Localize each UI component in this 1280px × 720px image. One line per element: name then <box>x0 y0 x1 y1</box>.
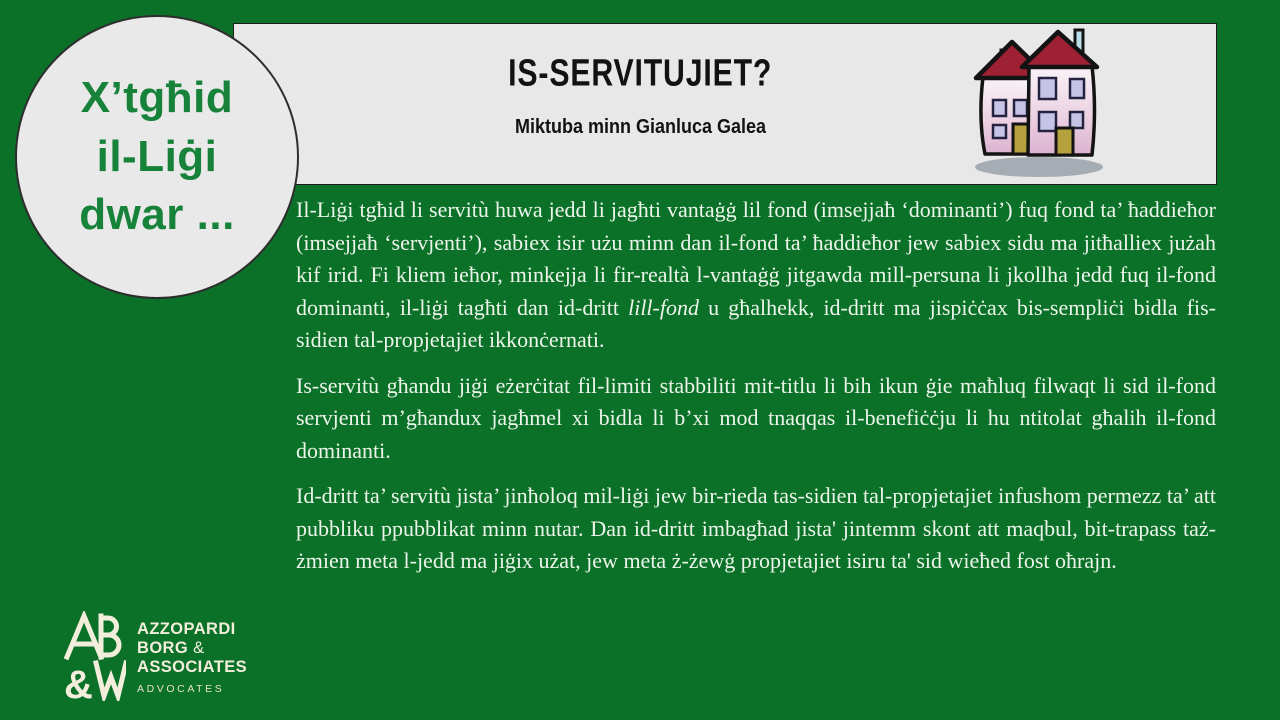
firm-name-line-2: BORG & <box>137 638 205 657</box>
paragraph-1 <box>296 194 1216 357</box>
firm-logo-text <box>137 611 247 695</box>
paragraph-1-text: Il-Liġi tgħid li servitù huwa jedd li jagħti vantaġġ lil fond (imsejjaħ ‘dominanti’) fuq fond ta’ ħaddieħor (imsejjaħ ‘servjenti’), sabiex isir użu minn dan il-fond ta’ ħaddieħor jew sabiex sidu ma jitħalliex jużah kif irid. Fi kliem ieħor, minkejja li fir-realtà l-vantaġġ jitgawda mill-persuna li jkollha jedd fuq il-fond dominanti, il-liġi tagħti dan id-dritt <box>296 197 1216 320</box>
body-text <box>296 194 1216 591</box>
firm-name-line-1: AZZOPARDI <box>137 620 236 638</box>
topic-line-2: il-Liġi <box>96 131 218 181</box>
topic-line-3: dwar ... <box>79 190 235 240</box>
header-text-block <box>320 52 960 139</box>
topic-circle-text <box>79 69 235 245</box>
two-houses-icon <box>968 24 1113 187</box>
firm-tagline: ADVOCATES <box>137 683 225 696</box>
firm-name-line-3: ASSOCIATES <box>137 657 248 676</box>
page-title: IS-SERVITUJIET? <box>507 50 773 95</box>
topic-circle <box>15 15 299 299</box>
ab-ampersand-monogram-icon <box>64 611 126 706</box>
paragraph-3: Id-dritt ta’ servitù jista’ jinħoloq mil-liġi jew bir-rieda tas-sidien tal-propjetajiet infushom permezz ta’ att pubbliku ppubblikat minn nutar. Dan id-dritt imbagħad jista' jintemm skont att maqbul, bit-trapass taż-żmien meta l-jedd ma jiġix użat, jew meta ż-żewġ propjetajiet isiru ta' sid wieħed fost oħrajn. <box>296 483 1216 573</box>
svg-text:&: & <box>64 663 93 701</box>
paragraph-1-italic: lill-fond <box>628 294 699 320</box>
paragraph-1-text-end: u għalhekk, id-dritt ma jispiċċax bis-sempliċi bidla fis-sidien tal-propjetajiet ikkonċernati. <box>296 294 1216 352</box>
paragraph-2: Is-servitù għandu jiġi eżerċitat fil-limiti stabbiliti mit-titlu li bih ikun ġie maħluq filwaqt li sid il-fond servjenti m’għandux jagħmel xi bidla li b’xi mod tnaqqas il-benefiċċju li hu ntitolat għalih il-fond dominanti. <box>296 372 1216 463</box>
author-byline: Miktuba minn Gianluca Galea <box>514 116 766 138</box>
firm-name-ampersand: & <box>193 638 205 657</box>
topic-line-1: X’tgħid <box>80 73 234 123</box>
firm-logo <box>64 611 247 706</box>
